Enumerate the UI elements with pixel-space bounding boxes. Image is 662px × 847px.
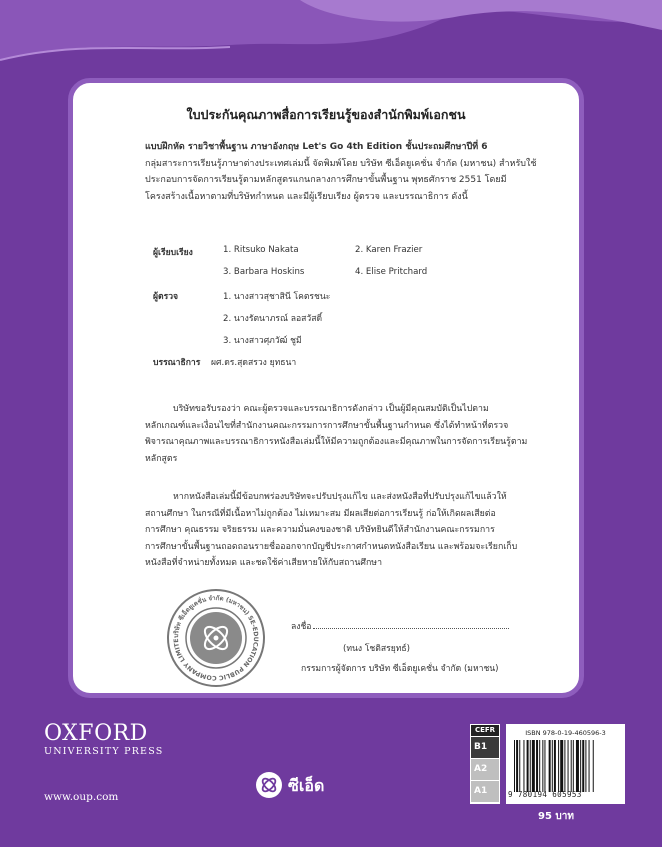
guarantee-paragraph [145,489,565,572]
intro-paragraph [145,139,565,205]
reviewer-name: 2. นางรัตนาภรณ์ ลอสวัสดิ์ [223,314,323,324]
cefr-label: CEFR [471,725,499,736]
paragraph-line: การศึกษา คุณธรรม จริยธรรม และความมั่นคงของชาติ บริษัทยินดีให้สำนักงานคณะกรรมการ [145,525,495,535]
cefr-level-box [470,724,500,804]
reviewers-label: ผู้ตรวจ [153,292,179,302]
intro-line: แบบฝึกหัด รายวิชาพื้นฐาน ภาษาอังกฤษ Let's Go 4th Edition ชั้นประถมศึกษาปีที่ 6 [145,142,488,152]
barcode-bar [544,740,545,792]
paragraph-line: การศึกษาขั้นพื้นฐานถอดถอนรายชื่อออกจากบัญชีประกาศกำหนดหนังสือเรียน และพร้อมจะเรียกเก็บ [145,541,518,552]
sign-label: ลงชื่อ [291,622,312,632]
barcode-bar [571,740,572,792]
barcode-bar [560,740,563,792]
barcode-bar [558,740,559,792]
cefr-level: B1 [471,737,499,758]
cefr-level: A2 [471,759,499,780]
barcode-bar [532,740,535,792]
barcode-bar [582,740,584,792]
barcode-bar [542,740,543,792]
barcode-bar [568,740,569,792]
reviewer-name: 3. นางสาวศุภวัฒ์ ชูมี [223,336,302,346]
document-title: ใบประกันคุณภาพสื่อการเรียนรู้ของสำนักพิมพ์เอกชน [186,107,466,122]
barcode-bar [552,740,553,792]
signatory-name: (ทนง โชติสรยุทธ์) [343,644,411,654]
author-name: 1. Ritsuko Nakata [223,245,299,255]
paragraph-line: หลักเกณฑ์และเงื่อนไขที่สำนักงานคณะกรรมการการศึกษาขั้นพื้นฐานกำหนด ซึ่งได้ทำหน้าที่ตรวจ [145,420,509,431]
se-ed-emblem-icon [256,772,282,798]
certification-paragraph [145,401,565,467]
signatory-title: กรรมการผู้จัดการ บริษัท ซีเอ็ดยูเคชั่น จำกัด (มหาชน) [301,664,499,674]
barcode-bar [539,740,540,792]
oxford-logo [44,722,163,758]
paragraph-line: บริษัทขอรับรองว่า คณะผู้ตรวจและบรรณาธิการดังกล่าว เป็นผู้มีคุณสมบัติเป็นไปตาม [173,404,489,414]
se-ed-logo-text: ซีเอ็ด [288,776,325,795]
barcode-bar [580,740,581,792]
barcode-bar [573,740,574,792]
oxford-name: OXFORD [44,721,148,746]
reviewer-name: 1. นางสาวสุชาสินี โคตรชนะ [223,292,331,302]
barcode-bar [554,740,556,792]
cefr-level: A1 [471,781,499,802]
barcode-bar [536,740,538,792]
signature-line [313,628,509,629]
barcode-bar [519,740,520,792]
paragraph-line: หนังสือที่จำหน่ายทั้งหมด และชดใช้ค่าเสียหายให้กับสถานศึกษา [145,558,383,568]
paragraph-line: หากหนังสือเล่มนี้มีข้อบกพร่องบริษัทจะปรับปรุงแก้ไข และส่งหนังสือที่ปรับปรุงแก้ไขแล้วให้ [173,492,507,502]
price-label: 95 บาท [538,811,574,822]
barcode-bar [530,740,531,792]
author-name: 4. Elise Pritchard [355,267,428,277]
seal-text: บริษัท ซีเอ็ดยูเคชั่น จำกัด (มหาชน) SE-EDUCATION PUBLIC COMPANY LIMITE [172,594,260,682]
intro-line: ประกอบการจัดการเรียนรู้ตามหลักสูตรแกนกลางการศึกษาขั้นพื้นฐาน พุทธศักราช 2551 โดยมี [145,175,507,185]
barcode-bar [523,740,524,792]
paragraph-line: หลักสูตร [145,453,178,464]
barcode-bar [564,740,565,792]
author-name: 3. Barbara Hoskins [223,267,305,277]
barcode-bar [585,740,586,792]
authors-label: ผู้เรียบเรียง [153,248,193,258]
editor-name: ผศ.ดร.สุดสรวง ยุทธนา [211,358,297,368]
barcode-bar [527,740,529,792]
se-ed-logo [256,772,346,800]
isbn-number: ISBN 978-0-19-460596-3 [525,729,606,737]
barcode-bar [589,740,590,792]
isbn-barcode [506,724,625,804]
author-name: 2. Karen Frazier [355,245,423,255]
barcode-bar [593,740,594,792]
barcode-bar [514,740,515,792]
barcode-bar [516,740,518,792]
barcode-digits: 9 780194 605953 [508,790,582,799]
company-seal [165,587,267,689]
quality-certificate-card [68,78,584,698]
editor-label: บรรณาธิการ [153,358,201,368]
paragraph-line: พิจารณาคุณภาพและบรรณาธิการหนังสือเล่มนี้ให้มีความถูกต้องและมีคุณภาพในการจัดการเรียนรู้ตาม [145,437,528,447]
barcode-bar [549,740,551,792]
oxford-subtitle: UNIVERSITY PRESS [44,746,164,757]
intro-line: โครงสร้างเนื้อหาตามที่บริษัทกำหนด และมีผู้เรียบเรียง ผู้ตรวจ และบรรณาธิการ ดังนี้ [145,191,468,202]
barcode-bars [514,740,618,792]
publisher-url: www.oup.com [44,791,119,803]
intro-line: กลุ่มสาระการเรียนรู้ภาษาต่างประเทศเล่มนี้ จัดพิมพ์โดย บริษัท ซีเอ็ดยูเคชั่น จำกัด (มหาชน) สำหรับใช้ [145,158,537,169]
paragraph-line: สถานศึกษา ในกรณีที่มีเนื้อหาไม่ถูกต้อง ไม่เหมาะสม มีผลเสียต่อการเรียนรู้ ก่อให้เกิดผลเสียต่อ [145,508,496,519]
barcode-bar [576,740,579,792]
